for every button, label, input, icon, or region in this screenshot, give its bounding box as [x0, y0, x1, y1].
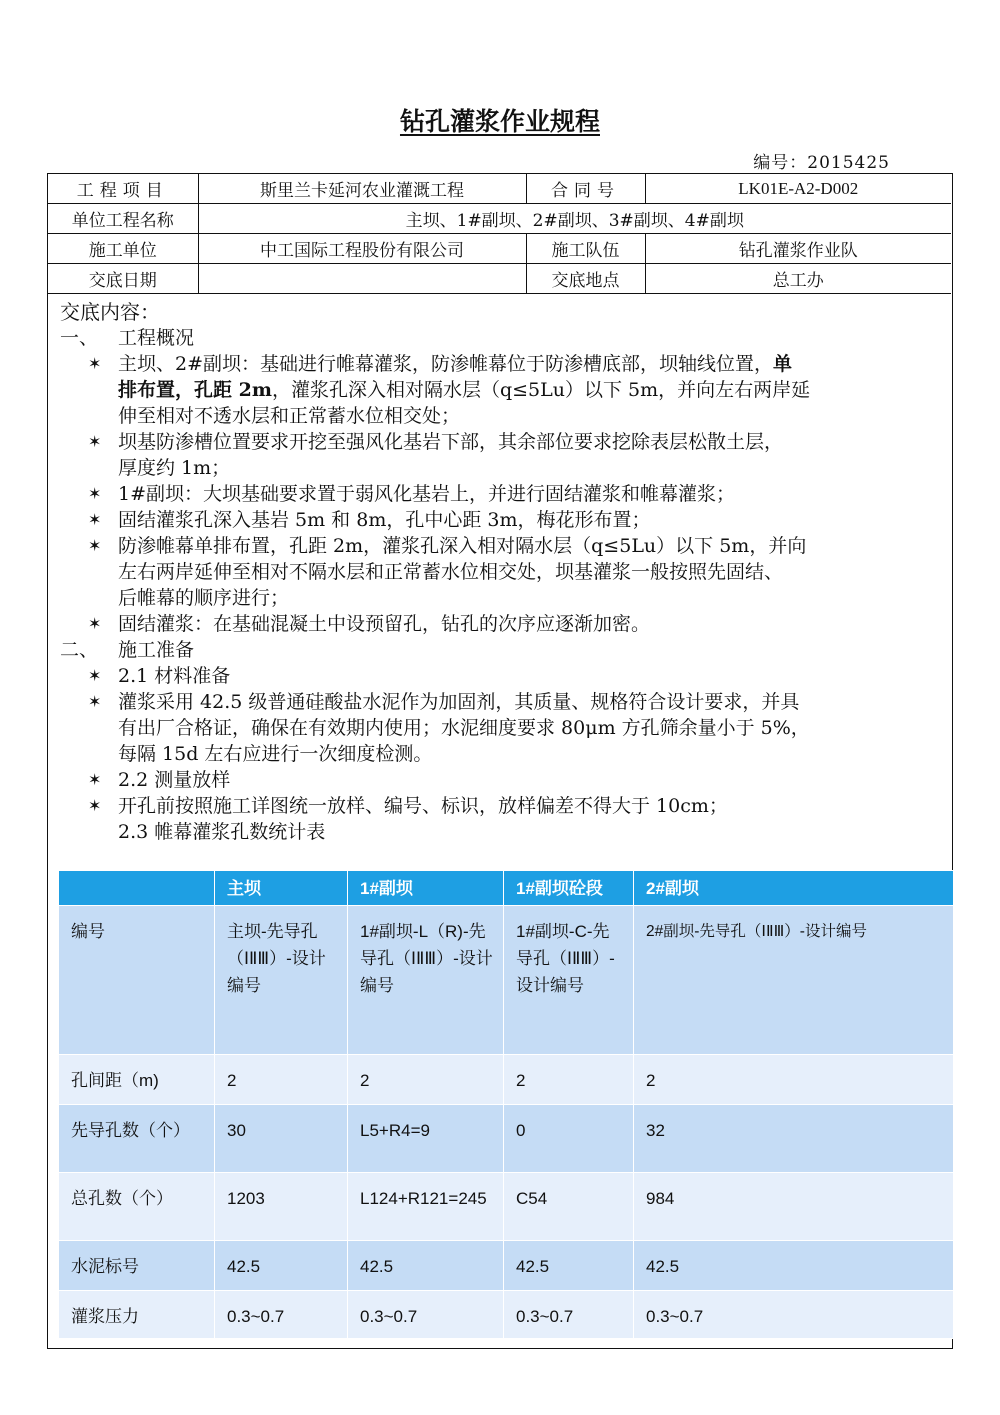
table-row	[59, 1291, 954, 1339]
bullet-text: 主坝、2#副坝：基础进行帷幕灌浆，防渗帷幕位于防渗槽底部，坝轴线位置，	[118, 353, 774, 375]
bullet-text: 固结灌浆：在基础混凝土中设预留孔，钻孔的次序应逐渐加密。	[118, 613, 651, 635]
table-row-label: 先导孔数（个）	[59, 1105, 215, 1173]
bullet-item	[60, 767, 950, 793]
content-heading: 交底内容：	[60, 300, 160, 324]
table-header-cell: 主坝	[215, 871, 348, 906]
table-cell: 42.5	[348, 1241, 504, 1291]
bullet-star-icon: ✶	[88, 510, 102, 529]
bullet-star-icon: ✶	[88, 770, 102, 789]
contractor-label: 施工单位	[48, 234, 198, 264]
bullet-star-icon: ✶	[88, 692, 102, 711]
table-cell: 0.3~0.7	[504, 1291, 634, 1339]
bullet-item	[60, 793, 950, 819]
table-row-label: 编号	[59, 906, 215, 1055]
table-cell: 42.5	[215, 1241, 348, 1291]
unit-name-label: 单位工程名称	[48, 204, 198, 234]
bullet-star-icon: ✶	[88, 614, 102, 633]
team-label: 施工队伍	[526, 234, 645, 264]
table-cell: 0.3~0.7	[634, 1291, 954, 1339]
header-row	[48, 174, 951, 204]
contract-value: LK01E-A2-D002	[645, 174, 951, 204]
document-number: 编号：2015425	[753, 153, 890, 173]
bullet-text: 厚度约 1m；	[118, 457, 231, 479]
place-label: 交底地点	[526, 264, 645, 294]
section-number: 二、	[60, 639, 99, 661]
document-title: 钻孔灌浆作业规程	[399, 107, 600, 136]
team-value: 钻孔灌浆作业队	[645, 234, 951, 264]
table-cell: 2	[215, 1055, 348, 1105]
project-label: 工程项目	[48, 174, 198, 204]
table-cell: 2#副坝-先导孔（ⅠⅡⅢ）-设计编号	[634, 906, 954, 1055]
header-row	[48, 204, 951, 234]
table-cell: 2	[504, 1055, 634, 1105]
table-cell: 1203	[215, 1173, 348, 1241]
table-cell: 1#副坝-C-先导孔（ⅠⅡⅢ）-设计编号	[504, 906, 634, 1055]
section-title: 工程概况	[118, 327, 195, 349]
bullet-item	[60, 611, 950, 637]
section-heading	[60, 325, 950, 351]
table-header-row	[59, 871, 954, 906]
grouting-holes-table	[58, 870, 954, 1339]
bullet-star-icon: ✶	[88, 432, 102, 451]
table-cell: L5+R4=9	[348, 1105, 504, 1173]
table-row-label: 孔间距（m)	[59, 1055, 215, 1105]
header-row	[48, 234, 951, 264]
table-cell: 1#副坝-L（R)-先导孔（ⅠⅡⅢ）-设计编号	[348, 906, 504, 1055]
bullet-star-icon: ✶	[88, 484, 102, 503]
table-header-cell: 1#副坝砼段	[504, 871, 634, 906]
bullet-star-icon: ✶	[88, 354, 102, 373]
bullet-item	[60, 663, 950, 689]
table-cell: 42.5	[634, 1241, 954, 1291]
bullet-text-bold: 单	[773, 353, 793, 375]
bullet-star-icon: ✶	[88, 796, 102, 815]
table-row	[59, 906, 954, 1055]
bullet-item	[60, 689, 950, 767]
contract-label: 合同号	[526, 174, 645, 204]
table-row	[59, 1173, 954, 1241]
table-header-cell	[59, 871, 215, 906]
bullet-item	[60, 533, 950, 611]
bullet-text: 灌浆采用 42.5 级普通硅酸盐水泥作为加固剂，其质量、规格符合设计要求，并具	[118, 691, 800, 713]
bullet-text: 有出厂合格证，确保在有效期内使用；水泥细度要求 80μm 方孔筛余量小于 5%，	[118, 717, 810, 739]
table-row	[59, 1241, 954, 1291]
bullet-text: 后帷幕的顺序进行；	[118, 587, 290, 609]
bullet-text: 固结灌浆孔深入基岩 5m 和 8m，孔中心距 3m，梅花形布置；	[118, 509, 651, 531]
table-cell: 主坝-先导孔（ⅠⅡⅢ）-设计编号	[215, 906, 348, 1055]
table-row	[59, 1105, 954, 1173]
table-cell: 42.5	[504, 1241, 634, 1291]
table-cell: 2	[348, 1055, 504, 1105]
table-cell: 30	[215, 1105, 348, 1173]
bullet-text: 开孔前按照施工详图统一放样、编号、标识，放样偏差不得大于 10cm；	[118, 795, 728, 817]
bullet-item	[60, 507, 950, 533]
table-row	[59, 1055, 954, 1105]
section-title: 施工准备	[118, 639, 195, 661]
unit-name-value: 主坝、1#副坝、2#副坝、3#副坝、4#副坝	[198, 204, 951, 234]
briefing-content	[60, 299, 950, 845]
table-cell: 0.3~0.7	[215, 1291, 348, 1339]
section-heading	[60, 637, 950, 663]
header-table	[48, 174, 951, 294]
bullet-text: 防渗帷幕单排布置，孔距 2m，灌浆孔深入相对隔水层（q≤5Lu）以下 5m，并向	[118, 535, 807, 557]
table-cell: 0	[504, 1105, 634, 1173]
bullet-text: 每隔 15d 左右应进行一次细度检测。	[118, 743, 433, 765]
section-number: 一、	[60, 327, 99, 349]
bullet-text: 2.1 材料准备	[118, 665, 231, 687]
table-caption: 2.3 帷幕灌浆孔数统计表	[118, 821, 326, 843]
table-row-label: 灌浆压力	[59, 1291, 215, 1339]
place-value: 总工办	[645, 264, 951, 294]
bullet-text: 伸至相对不透水层和正常蓄水位相交处；	[118, 405, 461, 427]
header-row	[48, 264, 951, 294]
bullet-item	[60, 429, 950, 481]
table-cell: 32	[634, 1105, 954, 1173]
table-header-cell: 2#副坝	[634, 871, 954, 906]
bullet-star-icon: ✶	[88, 666, 102, 685]
bullet-item	[60, 481, 950, 507]
table-header-cell: 1#副坝	[348, 871, 504, 906]
table-cell: L124+R121=245	[348, 1173, 504, 1241]
table-row-label: 水泥标号	[59, 1241, 215, 1291]
table-cell: C54	[504, 1173, 634, 1241]
contractor-value: 中工国际工程股份有限公司	[198, 234, 526, 264]
bullet-text: ，灌浆孔深入相对隔水层（q≤5Lu）以下 5m，并向左右两岸延	[271, 379, 811, 401]
bullet-text: 左右两岸延伸至相对不隔水层和正常蓄水位相交处，坝基灌浆一般按照先固结、	[118, 561, 784, 583]
table-cell: 984	[634, 1173, 954, 1241]
table-cell: 2	[634, 1055, 954, 1105]
bullet-item	[60, 351, 950, 429]
bullet-text-bold: 排布置，孔距 2m	[118, 379, 272, 401]
date-label: 交底日期	[48, 264, 198, 294]
bullet-text: 1#副坝：大坝基础要求置于弱风化基岩上，并进行固结灌浆和帷幕灌浆；	[118, 483, 736, 505]
date-value	[198, 264, 526, 294]
table-cell: 0.3~0.7	[348, 1291, 504, 1339]
bullet-star-icon: ✶	[88, 536, 102, 555]
table-caption-item	[60, 819, 950, 845]
bullet-text: 坝基防渗槽位置要求开挖至强风化基岩下部，其余部位要求挖除表层松散土层，	[118, 431, 784, 453]
project-value: 斯里兰卡延河农业灌溉工程	[198, 174, 526, 204]
bullet-text: 2.2 测量放样	[118, 769, 231, 791]
table-row-label: 总孔数（个）	[59, 1173, 215, 1241]
